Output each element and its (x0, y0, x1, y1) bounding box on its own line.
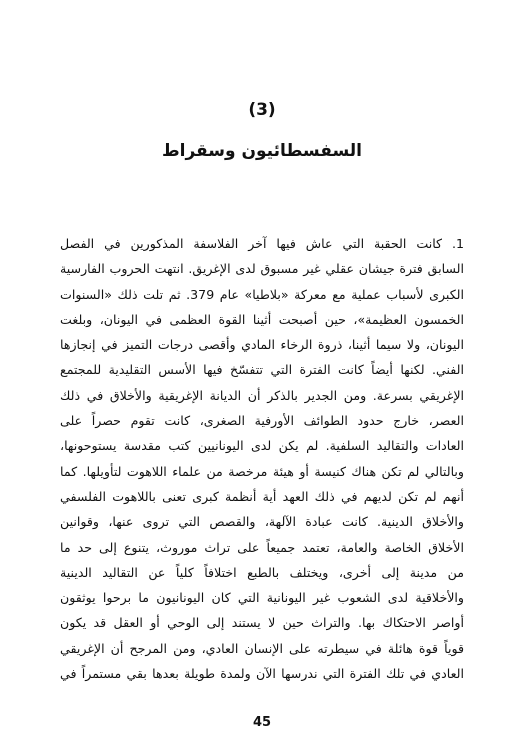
text-line: السابق فترة جيشان عقلي غير مسبوق لدى الإغريق. انتهت الحروب الفارسية (60, 261, 464, 277)
text-line: أنهم لم تكن لديهم في ذلك العهد أية أنظمة كبرى تعنى باللاهوت الفلسفي (60, 488, 464, 504)
text-line: قوياً قوة هائلة في سيطرته على الإنسان العادي، ومن المرجح أن الإغريقي (60, 640, 464, 656)
text-line: والأخلاق الدينية. كانت عبادة الآلهة، والقصص التي تروى عنها، وقوانين (60, 514, 464, 530)
text-line: من مدينة إلى أخرى، ويختلف بالطبع اختلافاً كلياً عن التقاليد الدينية (60, 564, 464, 580)
text-line: العادات والتقاليد السلفية. لم يكن لدى اليونانيين كتب مقدسة يستوحونها، (60, 438, 464, 454)
text-line: وبالتالي لم تكن هناك كنيسة أو هيئة مرخصة من علماء اللاهوت لتأويلها. كما (60, 463, 464, 479)
text-line: الفني. لكنها أيضاً كانت الفترة التي تتفسّخ فيها الأسس التقليدية للمجتمع (60, 362, 464, 378)
text-line: الخمسون العظيمة»، حين أصبحت أثينا القوة العظمى في اليونان، وبلغت (60, 311, 464, 327)
text-line: الأخلاق الخاصة والعامة، تعتمد جميعاً على تراث موروث، يتنوع إلى حد ما (60, 539, 464, 555)
text-line: 1. كانت الحقبة التي عاش فيها آخر الفلاسفة المذكورين في الفصل (60, 236, 464, 251)
text-line: العادي في تلك الفترة التي ندرسها الآن ولمدة طويلة بعدها بقي مستمراً في (60, 666, 464, 682)
chapter-number: (3) (248, 100, 276, 120)
text-line: العصر، خارج حدود الطوائف الأورفية الصغرى، كانت تقوم حصراً على (60, 413, 464, 429)
chapter-title: السفسطائيون وسقراط (162, 141, 362, 161)
text-line: والأخلاقية لدى الشعوب غير اليونانية التي كان اليونانيون ما برحوا يوثقون (60, 590, 464, 606)
text-line: أواصر الاحتكاك بها. والتراث حين لا يستند إلى الوحي أو العقل قد يكون (60, 615, 464, 631)
text-line: الكبرى لأسباب عملية مع معركة «بلاطيا» عام 379. ثم تلت ذلك «السنوات (60, 286, 464, 302)
text-line: اليونان، ولا سيما أثينا، ذروة الرخاء المادي وأقصى درجات التميز في إنجازها (60, 337, 464, 353)
body-paragraph (60, 231, 464, 686)
page-number: 45 (252, 715, 272, 730)
text-line: الإغريقي بسرعة. ومن الجدير بالذكر أن الديانة الإغريقية والأخلاق في ذلك (60, 387, 464, 403)
